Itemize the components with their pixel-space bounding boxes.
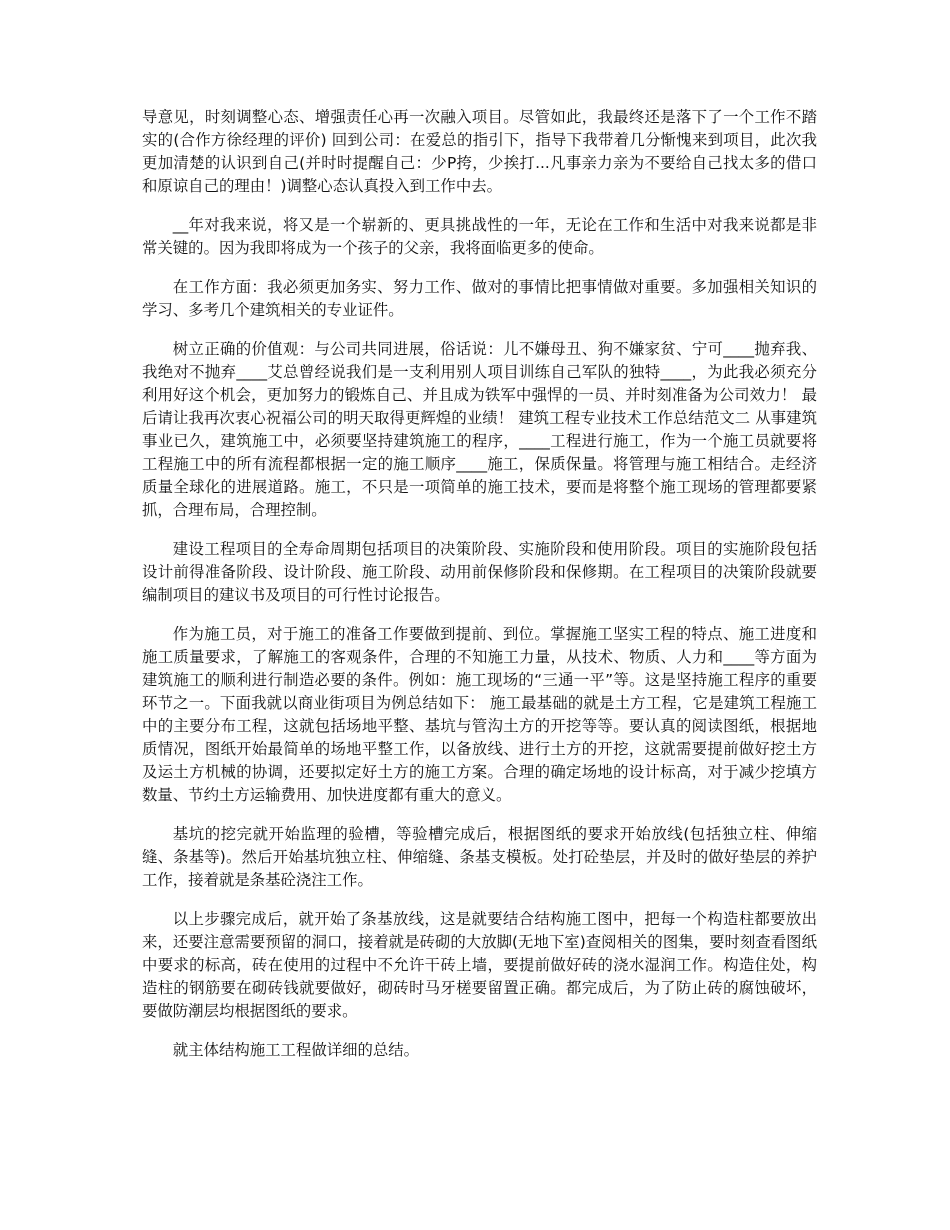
paragraph-4: 树立正确的价值观：与公司共同进展，俗话说：儿不嫌母丑、狗不嫌家贫、宁可____抛弃我、我绝对不抛弃____艾总曾经说我们是一支利用别人项目训练自己军队的独特____，为此我必须充分利用好这个机会，更加努力的锻炼自己、并且成为铁军中强悍的一员、并时刻准备为公司效力！ 最后请让我再次衷心祝福公司的明天取得更辉煌的业绩！ 建筑工程专业技术工作总结范文二 从事建筑事业已久，建筑施工中，必须要坚持建筑施工的程序，____工程进行施工，作为一个施工员就要将工程施工中的所有流程都根据一定的施工顺序____施工，保质保量。将管理与施工相结合。走经济质量全球化的进展道路。施工，不只是一项简单的施工技术，要而是将整个施工现场的管理都要紧抓，合理布局，合理控制。 bbox=[142, 340, 817, 519]
paragraph-1: 导意见，时刻调整心态、增强责任心再一次融入项目。尽管如此，我最终还是落下了一个工作不踏实的(合作方徐经理的评价) 回到公司：在爱总的指引下，指导下我带着几分惭愧来到项目，此次我更加清楚的认识到自己(并时时提醒自己：少P挎，少挨打...凡事亲力亲为不要给自己找太多的借口和原谅自己的理由！)调整心态认真投入到工作中去。 bbox=[142, 108, 817, 195]
paragraph-8: 以上步骤完成后，就开始了条基放线，这是就要结合结构施工图中，把每一个构造柱都要放出来，还要注意需要预留的洞口，接着就是砖砌的大放脚(无地下室)查阅相关的图集，要时刻查看图纸中要求的标高，砖在使用的过程中不允许干砖上墙，要提前做好砖的浇水湿润工作。构造住处，构造柱的钢筋要在砌砖钱就要做好，砌砖时马牙槎要留置正确。都完成后，为了防止砖的腐蚀破坏，要做防潮层均根据图纸的要求。 bbox=[142, 910, 817, 1020]
paragraph-2: __年对我来说，将又是一个崭新的、更具挑战性的一年，无论在工作和生活中对我来说都是非常关键的。因为我即将成为一个孩子的父亲，我将面临更多的使命。 bbox=[142, 216, 817, 257]
paragraph-7: 基坑的挖完就开始监理的验槽，等验槽完成后，根据图纸的要求开始放线(包括独立柱、伸缩缝、条基等)。然后开始基坑独立柱、伸缩缝、条基支模板。处打砼垫层，并及时的做好垫层的养护工作，接着就是条基砼浇注工作。 bbox=[142, 825, 817, 889]
paragraph-3: 在工作方面：我必须更加务实、努力工作、做对的事情比把事情做对重要。多加强相关知识的学习、多考几个建筑相关的专业证件。 bbox=[142, 278, 817, 319]
paragraph-5: 建设工程项目的全寿命周期包括项目的决策阶段、实施阶段和使用阶段。项目的实施阶段包括设计前得准备阶段、设计阶段、施工阶段、动用前保修阶段和保修期。在工程项目的决策阶段就要编制项目的建议书及项目的可行性讨论报告。 bbox=[142, 540, 817, 604]
document-body bbox=[142, 106, 817, 1078]
paragraph-9: 就主体结构施工工程做详细的总结。 bbox=[172, 1041, 420, 1059]
paragraph-6: 作为施工员，对于施工的准备工作要做到提前、到位。掌握施工坚实工程的特点、施工进度和施工质量要求，了解施工的客观条件，合理的不知施工力量，从技术、物质、人力和____等方面为建筑施工的顺利进行制造必要的条件。例如：施工现场的“三通一平”等。这是坚持施工程序的重要环节之一。下面我就以商业街项目为例总结如下： 施工最基础的就是土方工程，它是建筑工程施工中的主要分布工程，这就包括场地平整、基坑与管沟土方的开挖等等。要认真的阅读图纸，根据地质情况，图纸开始最简单的场地平整工作，以备放线、进行土方的开挖，这就需要提前做好挖土方及运土方机械的协调，还要拟定好土方的施工方案。合理的确定场地的设计标高，对于减少挖填方数量、节约土方运输费用、加快进度都有重大的意义。 bbox=[142, 625, 817, 804]
